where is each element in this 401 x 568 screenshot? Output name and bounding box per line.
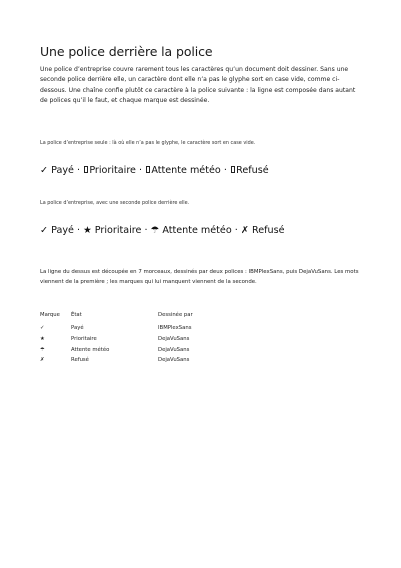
missing-glyph-box-icon	[231, 166, 235, 173]
font-table	[40, 312, 238, 368]
word-attente-meteo: Attente météo	[162, 224, 232, 236]
cell-mark: ★	[40, 335, 45, 342]
separator: ·	[223, 164, 227, 176]
explanation-paragraph: La ligne du dessus est découpée en 7 morceaux, dessinés par deux polices : IBMPlexSans, puis DejaVuSans. Les mots viennent de la première ; les marques qui lui manquent viennent de la seconde.	[40, 268, 359, 285]
header-marque: Marque	[40, 312, 60, 319]
word-paye: Payé	[51, 224, 74, 236]
cell-state: Attente météo	[71, 346, 110, 353]
word-refuse: Refusé	[252, 224, 285, 236]
word-prioritaire: Prioritaire	[89, 164, 136, 176]
separator: ·	[77, 164, 81, 176]
header-etat: État	[71, 312, 82, 319]
cell-state: Payé	[71, 325, 84, 332]
separator: ·	[77, 224, 81, 236]
separator: ·	[139, 164, 143, 176]
table-row	[40, 325, 238, 336]
cell-mark: ☂	[40, 346, 45, 353]
table-row	[40, 336, 238, 347]
sample1-caption: La police d’entreprise seule : là où elle n’a pas le glyphe, le caractère sort en case vide.	[40, 139, 256, 146]
intro-paragraph: Une police d’entreprise couvre rarement tous les caractères qu’un document doit dessiner. Sans une seconde police derrière elle, un caractère dont elle n’a pas le glyphe sort en case vide, comme ci-dessous. Une chaîne confie plutôt ce caractère à la police suivante : la ligne est composée dans autant de polices qu’il le faut, et chaque marque est dessinée.	[40, 66, 356, 105]
cell-font: DejaVuSans	[158, 335, 190, 342]
cell-mark: ✗	[40, 357, 45, 364]
cell-state: Prioritaire	[71, 335, 97, 342]
cell-font: DejaVuSans	[158, 346, 190, 353]
sample2-line	[40, 225, 363, 236]
word-paye: Payé	[51, 164, 74, 176]
word-refuse: Refusé	[236, 164, 269, 176]
word-attente-meteo: Attente météo	[151, 164, 221, 176]
check-mark: ✓	[40, 164, 49, 176]
sample1-line	[40, 165, 363, 176]
word-prioritaire: Prioritaire	[94, 224, 142, 236]
cross-icon: ✗	[240, 224, 249, 236]
check-mark: ✓	[40, 224, 49, 236]
sample2-caption: La police d’entreprise, avec une seconde police derrière elle.	[40, 199, 190, 206]
cell-state: Refusé	[71, 357, 89, 364]
header-dessinee-par: Dessinée par	[158, 312, 193, 319]
cell-mark: ✓	[40, 325, 45, 332]
star-icon: ★	[83, 224, 92, 236]
missing-glyph-box-icon	[146, 166, 150, 173]
page-title: Une police derrière la police	[40, 44, 213, 59]
missing-glyph-box-icon	[84, 166, 88, 173]
separator: ·	[144, 224, 148, 236]
table-row	[40, 347, 238, 358]
umbrella-icon: ☂	[150, 224, 160, 236]
cell-font: IBMPlexSans	[158, 325, 192, 332]
cell-font: DejaVuSans	[158, 357, 190, 364]
separator: ·	[234, 224, 238, 236]
table-row	[40, 357, 238, 368]
table-header-row	[40, 312, 238, 325]
